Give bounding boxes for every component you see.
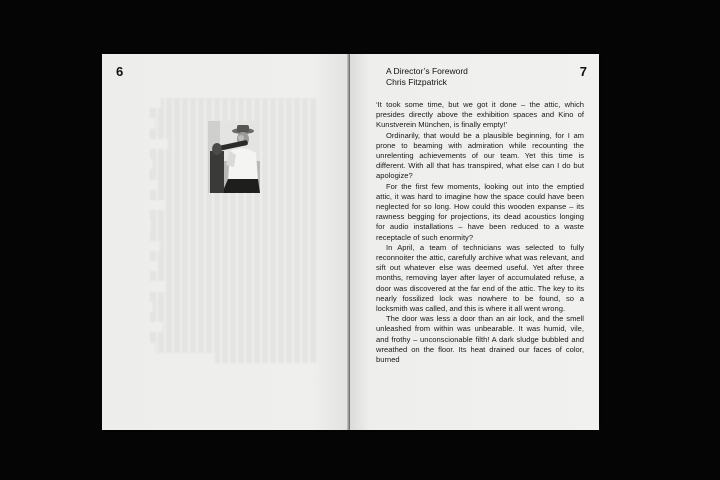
header-author: Chris Fitzpatrick <box>386 77 447 87</box>
body-text <box>376 100 584 365</box>
portrait-photo <box>208 121 260 193</box>
running-header <box>386 66 468 88</box>
left-page <box>102 54 349 430</box>
right-page <box>350 54 599 430</box>
man-with-hat-image <box>208 121 260 193</box>
left-page-number: 6 <box>116 64 124 79</box>
paragraph: Ordinarily, that would be a plausible beginning, for I am prone to beaming with admiration while recounting the unrelenting achievements of our team. Yet this time is different. With all that has transpired, what else can I do but apologize? <box>376 130 584 181</box>
paragraph: In April, a team of technicians was selected to fully reconnoiter the attic, carefully archive what was relevant, and sift out whatever else was deemed useful. Yet after three months, removing layer after layer of accumulated refuse, a door was discovered at the far end of the attic. The key to its nearly fossilized lock was nowhere to be found, so a locksmith was called, and this is where it all went wrong. <box>376 242 584 314</box>
header-title: A Director’s Foreword <box>386 66 468 76</box>
paragraph: For the first few moments, looking out into the emptied attic, it was hard to imagine how the space could have been neglected for so long. How could this wooden expanse – its rawness begging for projections, its dead acoustics longing for audio installations – have been reduced to a waste receptacle of such enormity? <box>376 181 584 242</box>
right-page-number: 7 <box>579 64 587 79</box>
paragraph: ‘It took some time, but we got it done – the attic, which presides directly above the exhibition spaces and Kino of Kunstverein München, is finally empty!’ <box>376 100 584 130</box>
paragraph: The door was less a door than an air lock, and the smell unleashed from within was unbearable. It was humid, vile, and frothy – unconscionable filth! A dark sludge bubbled and wreathed on the floor. Its heat drained our faces of color, burned <box>376 314 584 365</box>
